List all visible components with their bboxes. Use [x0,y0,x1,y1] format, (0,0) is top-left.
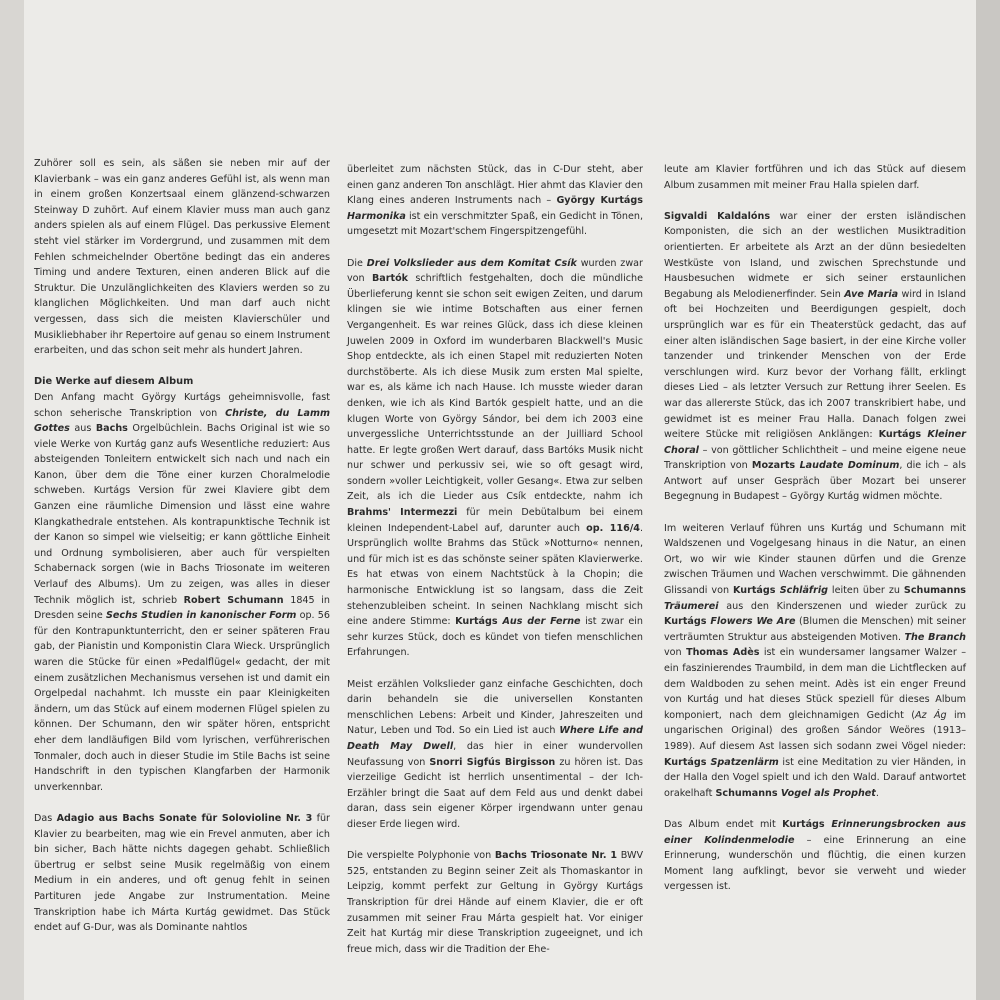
text: Orgelbüchlein. Bachs Original ist wie so viele Werke von Kurtág ganz aufs Wesentliche reduziert: Aus absteigenden Tonleitern entwickelt sich nach und nach ein Kanon, über dem die Töne einer kurzen Choralmelodie schweben. Kurtágs Version für zwei Klaviere gibt dem Ganzen eine räumliche Dimension und lässt eine wahre Klangkathedrale entstehen. Als kontrapunktische Technik ist der Kanon so simpel wie vielseitig; er kann göttliche Einheit und Ordnung symbolisieren, aber auch für verspielten Schabernack sorgen (wie in Bachs Triosonate im weiteren Verlauf des Albums). Um zu zeigen, was alles in dieser Technik möglich ist, schrieb [34,423,330,606]
text: , das hier in einer wundervollen Neufassung von [347,740,643,768]
work-title: Ave Maria [844,288,899,300]
text: ist zwar ein sehr kurzes Stück, doch es kündet von tiefen menschlichen Erfahrungen. [347,616,643,659]
text: Zuhörer soll es sein, als säßen sie neben mir auf der Klavierbank – was ein ganz anderes Gefühl ist, als wenn man in einem großen Konzertsaal einem glänzend-schwarzen Steinway D zuhört. Auf einem Klavier muss man auch ganz anders spielen als auf einem Flügel. Das perkussive Element steht viel stärker im Vordergrund, und zusammen mit dem Fehlen schmeichelnder Obertöne bedingt das ein anderes Timing und andere Texturen, einen anderen Blick auf die Struktur. Die Unzulänglichkeiten des Klaviers werden so zu klanglichen Möglichkeiten. Und man darf auch nicht vergessen, dass sich die meisten Klavierschüler und Musikliebhaber ihr Repertoire auf genau so einem Instrument erarbeiten, und das schon seit mehr als hundert Jahren. [34,158,330,357]
text: zu hören ist. Das vierzeilige Gedicht ist herrlich unsentimental – der Ich-Erzähler bringt die Saat auf dem Feld aus und denkt dabei daran, dass sein eigener Körper irgendwann unter genau dieser Erde liegen wird. [347,756,643,830]
paragraph [34,811,330,936]
text-column-1 [34,156,330,951]
text: – eine Erinnerung an eine Erinnerung, wunderschön und flüchtig, die einen kurzen Moment lang aufklingt, bevor sie verweht und wieder vergessen ist. [664,834,966,893]
text: BWV 525, entstanden zu Beginn seiner Zeit als Thomaskantor in Leipzig, kommt perfekt zur Geltung in György Kurtágs Transkription für drei Hände auf einem Klavier, die er oft zusammen mit seiner Frau Márta gespielt hat. Vor einiger Zeit hat Kurtág mir diese Transkription zugeeignet, und ich freue mich, dass wir die Tradition der Ehe- [347,850,644,955]
text: ist ein wundersamer langsamer Walzer – ein faszinierendes Traumbild, in dem man die Lichtflecken auf dem Waldboden zu sehen meint. Adès ist ein enger Freund von Kurtág und hat dieses Stück speziell für dieses Album komponiert, nach dem gleichnamigen Gedicht ( [664,647,967,721]
work-title: Bachs Triosonate Nr. 1 [494,850,618,862]
composer-name: Kurtágs [878,429,928,441]
text: schriftlich festgehalten, doch die mündliche Überlieferung kennt sie schon seit ewigen Zeiten, und darum klingen sie wie intime Botschaften aus einer fernen Vergangenheit. Es war reines Glück, dass ich diese kleinen Juwelen 2009 in Oxford im wunderbaren Blackwell's Music Shop entdeckte, als ich einen Stapel mit reduzierten Noten durchstöberte. Als ich diese Musik zum ersten Mal spielte, war es, als käme ich nach Hause. Ich musste wieder daran denken, wie ich als Kind Bartók gespielt hatte, und an die klugen Worte von György Sándor, bei dem ich 2003 eine unvergessliche Unterrichtsstunde an der Juilliard School hatte. Er legte großen Wert darauf, dass Bartóks Musik nicht nur schwer und perkussiv sei, wie so oft gesagt wird, sondern »voller Leichtigkeit, voller Gesang«. Etwa zur selben Zeit, als ich die Lieder aus Csík entdeckte, nahm ich [347,273,643,503]
text: aus den Kinderszenen und wieder zurück zu [718,600,966,612]
work-title: Az Ág [914,709,947,721]
work-title: Harmonika [347,210,406,222]
text: ist ein verschmitzter Spaß, ein Gedicht in Tönen, umgesetzt mit Mozart'schem Fingerspitzengefühl. [347,210,643,238]
text: Die [347,257,367,269]
composer-name: Kurtágs [733,585,780,597]
text: Den Anfang macht György Kurtágs geheimnisvolle, fast schon seherische Transkription von [34,391,330,419]
work-title: Brahms' Intermezzi [347,507,458,519]
composer-name: Bartók [371,273,409,285]
composer-name: Thomas Adès [686,647,760,659]
composer-name: Schumanns [715,787,781,799]
text: für Klavier zu bearbeiten, mag wie ein Frevel anmuten, aber ich bin sicher, Bach hätte nichts dagegen gehabt. Schließlich übertrug er selbst seine Musik regelmäßig von einem Medium in ein anderes, und oft genug fehlt in seinen Partituren jede Angabe zur Instrumentation. Meine Transkription habe ich Márta Kurtág gewidmet. Das Stück endet auf G-Dur, was als Dominante nahtlos [34,812,330,934]
section-heading: Die Werke auf diesem Album [34,376,194,388]
text: überleitet zum nächsten Stück, das in C-Dur steht, aber einen ganz anderen Ton anschlägt. Hier ahmt das Klavier den Klang eines anderen Instruments nach – [347,164,643,207]
text: für mein Debütalbum bei einem kleinen Independent-Label auf, darunter auch [347,507,644,534]
text: – von göttlicher Schlichtheit – und meine eigene neue Transkription von [664,444,966,472]
paragraph [34,390,330,795]
text: aus [69,423,96,435]
paragraph [347,162,643,240]
work-title: Where Life and Death May Dwell [347,725,644,752]
composer-name: Kurtágs [664,616,711,628]
text: im ungarischen Original) des großen Sándor Weöres (1913–1989). Auf diesem Ast lassen sich sodann zwei Vögel nieder: [664,709,966,752]
text: . [875,787,879,799]
paragraph [664,209,966,505]
work-title: op. 116/4 [586,522,640,534]
work-title: Schläfrig [779,585,828,597]
composer-name: Robert Schumann [183,594,284,606]
paragraph [347,677,643,833]
composer-name: Snorri Sigfús Birgisson [429,756,556,768]
composer-name: Kurtágs [455,616,503,628]
work-title: Kleiner Choral [664,429,966,456]
text: wird in Island oft bei Hochzeiten und Beerdigungen gespielt, doch ursprünglich war es für ein Theaterstück gedacht, das auf einer alten isländischen Sage basiert, in der eine Kirche voller tanzender und trinkender Menschen von der Erde verschlungen wird. Kurz bevor der Vorhang fällt, erklingt dieses Lied – als letzter Versuch zur Rettung ihrer Seelen. Es war das allererste Stück, das ich 2007 transkribiert habe, und gewidmet ist es meiner Frau Halla. Danach folgen zwei weitere Stücke mit religiösen Anklängen: [664,288,966,441]
composer-name: Schumanns [903,585,967,597]
work-title: Adagio aus Bachs Sonate für Solovioline Nr. 3 [56,812,313,824]
work-title: Erinnerungsbrocken aus einer Kolindenmelodie [664,818,966,846]
paragraph [347,848,643,957]
composer-name: Bachs [95,423,128,435]
work-title: The Branch [904,631,966,643]
work-title: Sechs Studien in kanonischer Form [106,610,297,622]
text: leiten über zu [827,585,904,597]
text: (Blumen die Menschen) mit seiner verträumten Struktur aus absteigenden Motiven. [664,616,967,643]
text: , die ich – als Antwort auf unser Gespräch über Mozart bei unserer Begegnung in Budapest – György Kurtág widmen möchte. [664,460,966,503]
work-title: Flowers We Are [710,616,796,628]
work-title: Drei Volkslieder aus dem Komitat Csík [366,257,577,269]
paragraph [664,162,966,193]
paragraph [34,156,330,359]
page-edge-shadow [976,0,1000,1000]
composer-name: Kurtágs [664,756,711,768]
text: Im weiteren Verlauf führen uns Kurtág und Schumann mit Waldszenen und Vogelgesang hinaus in die Natur, an einen Ort, wo wir wie Kinder staunen dürfen und die Grenze zwischen Träumen und Wachen verschwimmt. Die gähnenden Glissandi von [664,522,966,597]
composer-name: Kurtágs [782,818,832,830]
text: ist eine Meditation zu vier Händen, in der Halla den Vogel spielt und ich den Wald. Darauf antwortet orakelhaft [664,756,966,799]
text: Das Album endet mit [664,818,783,830]
text: war einer der ersten isländischen Komponisten, die sich an der westlichen Musiktradition orientierten. Er arbeitete als Arzt an der dünn besiedelten Westküste von Island, und zwischen Sprechstunde und Hausbesuchen widmete er sich seiner erstaunlichen Begabung als Melodienerfinder. Sein [664,210,966,300]
work-title: Christe, du Lamm Gottes [34,407,330,435]
text: 1845 in Dresden seine [34,594,330,622]
work-title: Laudate Dominum [799,460,900,472]
text: . Ursprünglich wollte Brahms das Stück »Notturno« nennen, und für mich ist es das schönste seiner späten Klavierwerke. Es hat etwas von einem Nachtstück à la Chopin; die harmonische Entwicklung ist so langsam, dass die Zeit stehenzubleiben scheint. In seinen Nachklang mischt sich eine andere Stimme: [347,522,643,628]
work-title: Träumerei [664,600,719,612]
paragraph [664,521,966,802]
text-column-3 [664,162,966,911]
text-column-2 [347,162,643,973]
faded-header [350,64,610,84]
paragraph [347,256,643,661]
work-title: Aus der Ferne [502,616,581,628]
work-title: Vogel als Prophet [780,787,876,799]
text: von [664,647,687,659]
text: op. 56 für den Kontrapunktunterricht, den er seiner späteren Frau gab, der Pianistin und Komponistin Clara Wieck. Ursprünglich waren die Stücke für einen »Pedalflügel« gedacht, der mit einem zusätzlichen Mechanismus versehen ist und damit ein Orgelpedal nachahmt. Ich musste ein paar Kleinigkeiten ändern, um das Stück auf einem modernen Flügel spielen zu können. Der Schumann, den wir später hören, entspricht eher dem landläufigen Bild vom lyrischen, verführerischen Tonmaler, doch auch in dieser Studie im Stile Bachs ist seine Handschrift in den typischen Klangfarben der Harmonik unverkennbar. [34,610,330,793]
work-title: Spatzenlärm [710,756,779,768]
composer-name: György Kurtágs [556,195,643,207]
text: wurden zwar von [347,257,643,285]
composer-name: Sigvaldi Kaldalóns [664,210,771,222]
text: Meist erzählen Volkslieder ganz einfache Geschichten, doch darin behandeln sie die universellen Konstanten menschlichen Lebens: Arbeit und Kinder, Jahreszeiten und Natur, Leben und Tod. So ein Lied ist auch [347,678,643,737]
text: Das [34,812,57,824]
paragraph [664,817,966,895]
text: Die verspielte Polyphonie von [347,850,495,862]
text: leute am Klavier fortführen und ich das Stück auf diesem Album zusammen mit meiner Frau Halla spielen darf. [664,164,966,191]
composer-name: Mozarts [751,460,800,472]
